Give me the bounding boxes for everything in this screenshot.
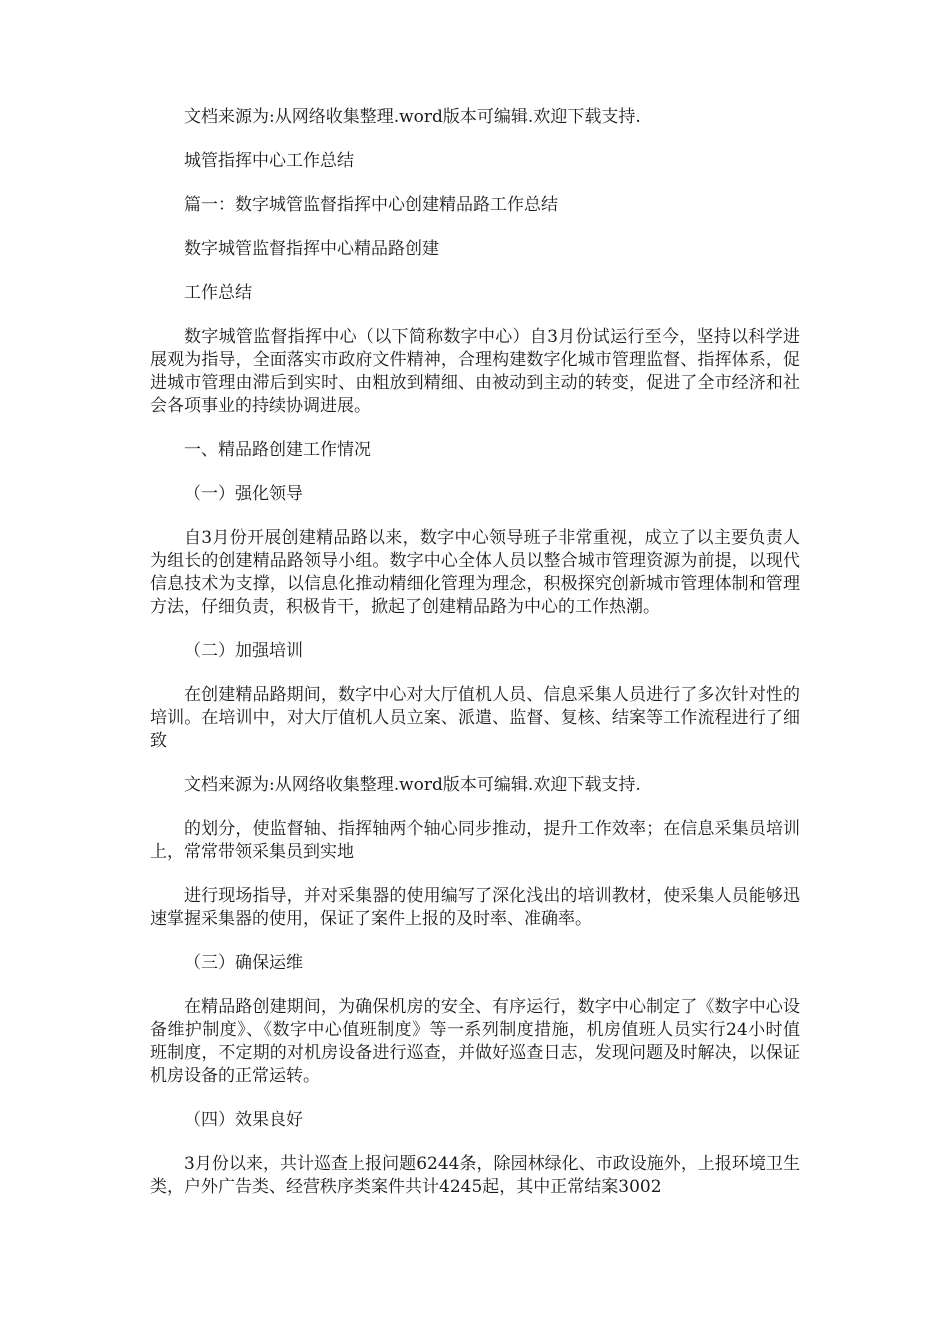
body-paragraph-training: 在创建精品路期间，数字中心对大厅值机人员、信息采集人员进行了多次针对性的培训。在培训中，对大厅值机人员立案、派遣、监督、复核、结案等工作流程进行了细致 (150, 685, 800, 751)
chapter-title: 篇一：数字城管监督指挥中心创建精品路工作总结 (184, 195, 558, 215)
subsection-heading-3: （三）确保运维 (184, 953, 303, 973)
intro-paragraph: 数字城管监督指挥中心（以下简称数字中心）自3月份试运行至今，坚持以科学进展观为指导，全面落实市政府文件精神，合理构建数字化城市管理监督、指挥体系，促进城市管理由滞后到实时、由粗放到精细、由被动到主动的转变，促进了全市经济和社会各项事业的持续协调进展。 (150, 327, 800, 416)
section-heading-1: 一、精品路创建工作情况 (184, 440, 371, 460)
source-header: 文档来源为:从网络收集整理.word版本可编辑.欢迎下载支持. (184, 107, 641, 127)
subsection-heading-2: （二）加强培训 (184, 641, 303, 661)
body-paragraph-results: 3月份以来，共计巡查上报问题6244条，除园林绿化、市政设施外，上报环境卫生类，户外广告类、经营秩序类案件共计4245起，其中正常结案3002 (150, 1154, 800, 1197)
body-paragraph-field-guidance: 进行现场指导，并对采集器的使用编写了深化浅出的培训教材，使采集人员能够迅速掌握采集器的使用，保证了案件上报的及时率、准确率。 (150, 886, 800, 929)
body-paragraph-maintenance: 在精品路创建期间，为确保机房的安全、有序运行，数字中心制定了《数字中心设备维护制度》、《数字中心值班制度》等一系列制度措施，机房值班人员实行24小时值班制度，不定期的对机房设备进行巡查，并做好巡查日志，发现问题及时解决，以保证机房设备的正常运转。 (150, 997, 800, 1086)
subsection-heading-4: （四）效果良好 (184, 1110, 303, 1130)
body-paragraph-training-cont: 的划分，使监督轴、指挥轴两个轴心同步推动，提升工作效率；在信息采集员培训上，常常带领采集员到实地 (150, 819, 800, 862)
subsection-heading-1: （一）强化领导 (184, 484, 303, 504)
document-title: 城管指挥中心工作总结 (184, 151, 354, 171)
document-page (150, 106, 800, 1199)
body-paragraph-leadership: 自3月份开展创建精品路以来，数字中心领导班子非常重视，成立了以主要负责人为组长的创建精品路领导小组。数字中心全体人员以整合城市管理资源为前提，以现代信息技术为支撑，以信息化推动精细化管理为理念，积极探究创新城市管理体制和管理方法，仔细负责，积极肯干，掀起了创建精品路为中心的工作热潮。 (150, 528, 800, 617)
subtitle-line-2: 工作总结 (184, 283, 252, 303)
source-header-repeat: 文档来源为:从网络收集整理.word版本可编辑.欢迎下载支持. (184, 775, 641, 795)
subtitle-line-1: 数字城管监督指挥中心精品路创建 (184, 239, 439, 259)
